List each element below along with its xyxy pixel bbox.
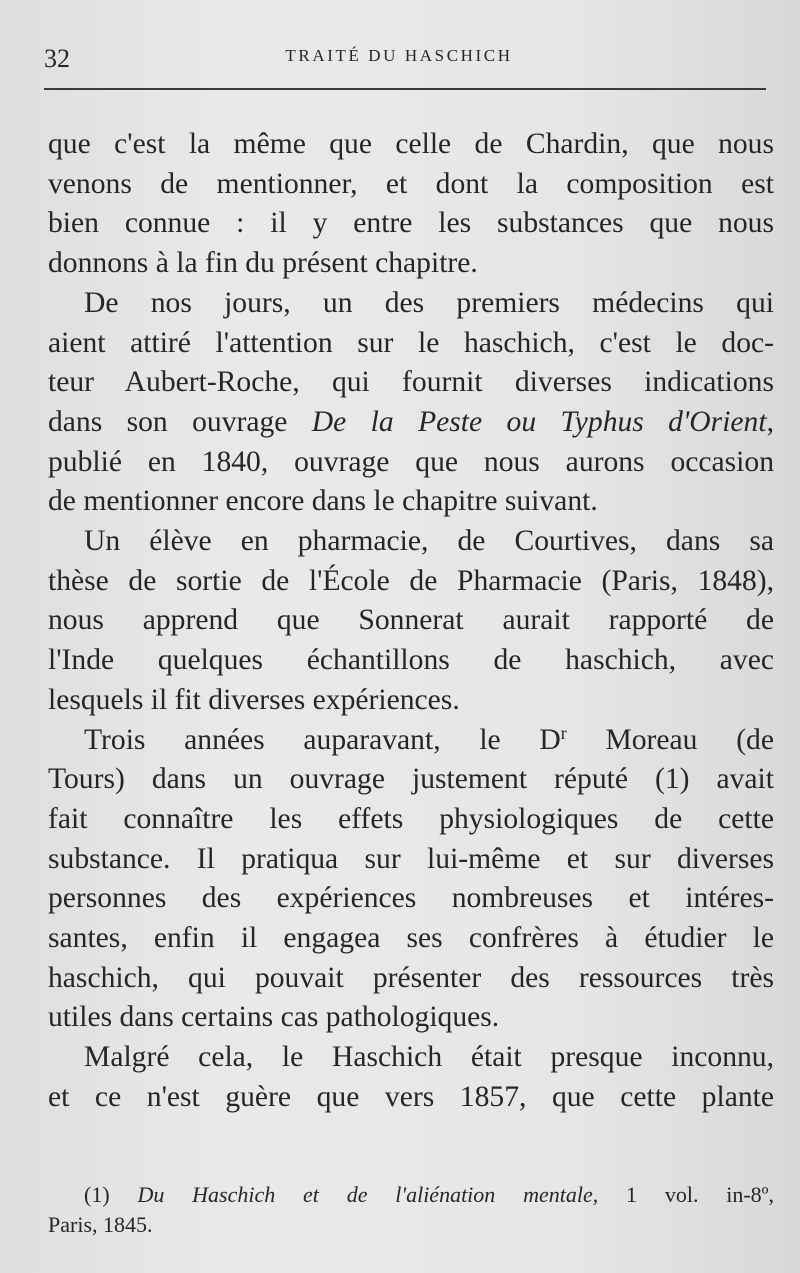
footnote-line: [48, 1210, 774, 1240]
text-line-tail: Moreau (de: [566, 723, 774, 756]
text-line-text: de mentionner encore dans le chapitre suivant.: [48, 485, 598, 518]
text-line-superscript: r: [560, 722, 567, 743]
body-text: [48, 125, 774, 1118]
text-line-italic: De la Peste ou Typhus d'Orient: [311, 405, 767, 438]
text-line: [48, 800, 774, 840]
text-line: [48, 601, 774, 641]
text-line: [48, 204, 774, 244]
footnote-line-tail: , 1 vol. in-8º,: [592, 1182, 774, 1207]
text-line-text: que c'est la même que celle de Chardin, que nous: [48, 128, 774, 160]
text-line: [48, 443, 774, 483]
text-line: [48, 879, 774, 919]
text-line: [48, 959, 774, 999]
text-line-text: fait connaître les effets physiologiques de cette: [48, 802, 774, 835]
text-line: [48, 681, 774, 721]
text-line: [48, 760, 774, 800]
text-line: [48, 919, 774, 959]
text-line-text: nous apprend que Sonnerat aurait rapporté de: [48, 604, 774, 637]
text-line-text: De nos jours, un des premiers médecins qui: [84, 286, 774, 319]
text-line-text: Malgré cela, le Haschich était presque inconnu,: [84, 1041, 774, 1074]
text-line: [48, 324, 774, 364]
text-line-text: thèse de sortie de l'École de Pharmacie (Paris, 1848),: [48, 564, 774, 597]
text-line-text: venons de mentionner, et dont la composition est: [48, 167, 774, 200]
text-line: [48, 284, 774, 324]
text-line: [48, 641, 774, 681]
text-line: [48, 482, 774, 522]
text-line: [48, 840, 774, 880]
text-line: [48, 244, 774, 284]
footnote-line-text: (1): [84, 1182, 138, 1207]
text-line-text: publié en 1840, ouvrage que nous aurons occasion: [48, 445, 774, 478]
page-number: 32: [44, 44, 70, 73]
text-line-text: dans son ouvrage: [48, 405, 312, 438]
text-line-text: utiles dans certains cas pathologiques.: [48, 1001, 500, 1034]
text-line: [48, 125, 774, 165]
text-line-text: Un élève en pharmacie, de Courtives, dans sa: [84, 525, 774, 558]
footnote-line-text: Paris, 1845.: [48, 1212, 153, 1237]
text-line-text: santes, enfin il engagea ses confrères à étudier le: [48, 922, 774, 955]
footnote-line-italic: Du Haschich et de l'aliénation mentale: [137, 1182, 593, 1207]
footnote-line: [48, 1180, 774, 1210]
running-title: TRAITÉ DU HASCHICH: [285, 46, 513, 65]
text-line: [48, 1078, 774, 1118]
text-line-text: aient attiré l'attention sur le haschich, c'est le doc-: [48, 326, 774, 359]
header-rule: [44, 88, 766, 90]
text-line-text: bien connue : il y entre les substances que nous: [48, 207, 774, 240]
text-line-tail: ,: [766, 405, 774, 438]
text-line: [48, 998, 774, 1038]
text-line-text: l'Inde quelques échantillons de haschich, avec: [48, 644, 774, 677]
text-line: [48, 562, 774, 602]
text-line: [48, 165, 774, 205]
text-line-text: donnons à la fin du présent chapitre.: [48, 247, 478, 280]
text-line-text: substance. Il pratiqua sur lui-même et sur diverses: [48, 842, 774, 875]
text-line: [48, 522, 774, 562]
text-line-text: Trois années auparavant, le D: [84, 723, 561, 756]
text-line-text: Tours) dans un ouvrage justement réputé (1) avait: [48, 763, 774, 796]
text-line: [48, 403, 774, 443]
text-line-text: personnes des expériences nombreuses et intéres-: [48, 882, 774, 915]
text-line: [48, 721, 774, 761]
text-line: [48, 363, 774, 403]
running-head: [44, 40, 754, 80]
text-line-text: teur Aubert-Roche, qui fournit diverses indications: [48, 366, 774, 399]
footnote: [48, 1180, 774, 1240]
text-line-text: et ce n'est guère que vers 1857, que cette plante: [48, 1080, 774, 1113]
text-line-text: lesquels il fit diverses expériences.: [48, 683, 460, 716]
text-line: [48, 1038, 774, 1078]
text-line-text: haschich, qui pouvait présenter des ressources très: [48, 961, 774, 994]
